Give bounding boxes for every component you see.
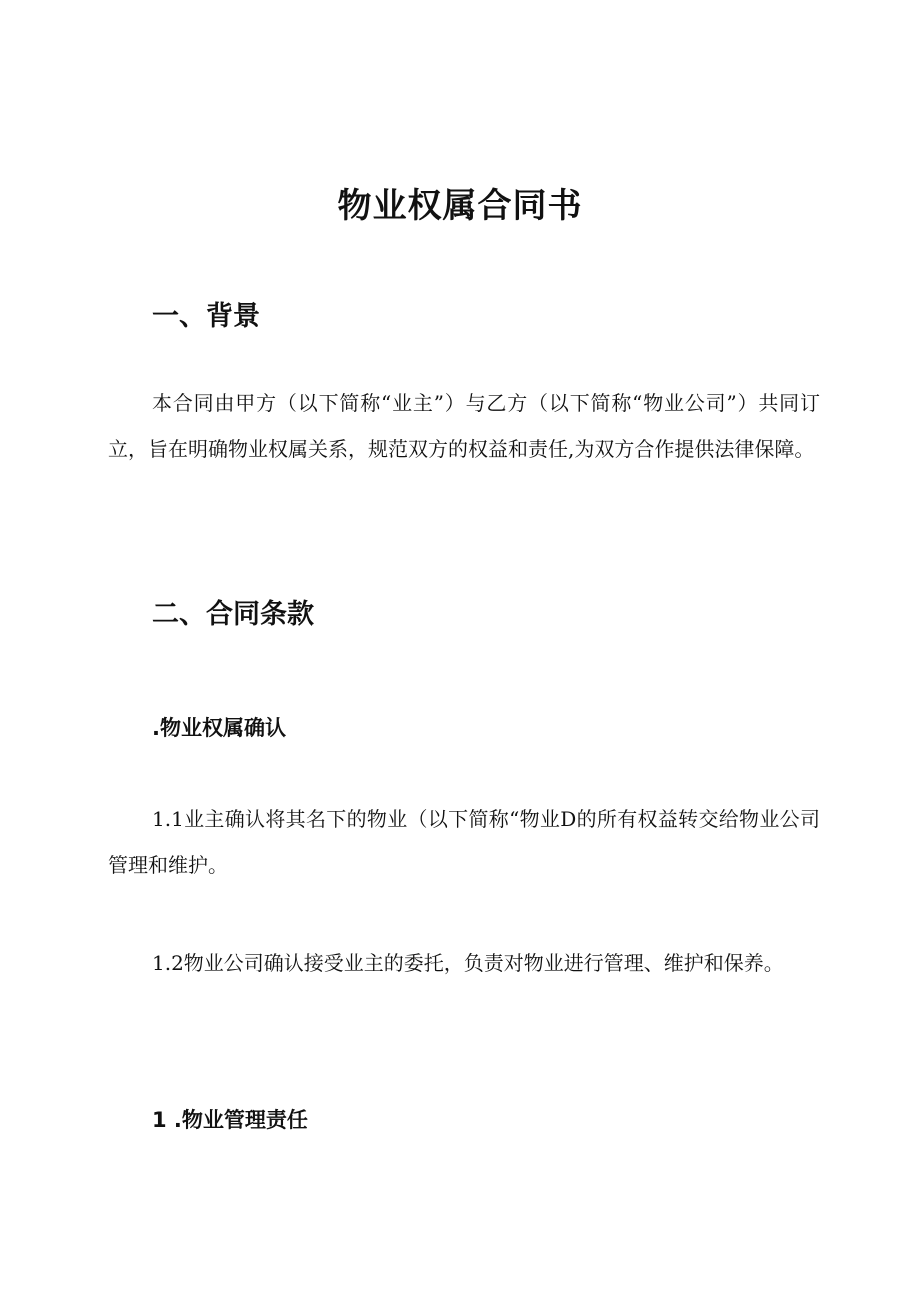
clause-1-2: 1.2物业公司确认接受业主的委托，负责对物业进行管理、维护和保养。 [152,951,784,975]
clause-1-1: 1.1业主确认将其名下的物业（以下简称“物业D的所有权益转交给物业公司管理和维护。 [108,807,820,877]
section-heading-contract-terms: 二、合同条款 [152,599,314,630]
subheading-property-management: 1 .物业管理责任 [152,1108,308,1132]
subheading-property-ownership: .物业权属确认 [152,716,286,740]
section-heading-background: 一、背景 [152,301,260,332]
document-title: 物业权属合同书 [337,186,583,226]
background-paragraph: 本合同由甲方（以下简称“业主”）与乙方（以下简称“物业公司”）共同订立，旨在明确物业权属关系，规范双方的权益和责任,为双方合作提供法律保障。 [108,391,820,461]
